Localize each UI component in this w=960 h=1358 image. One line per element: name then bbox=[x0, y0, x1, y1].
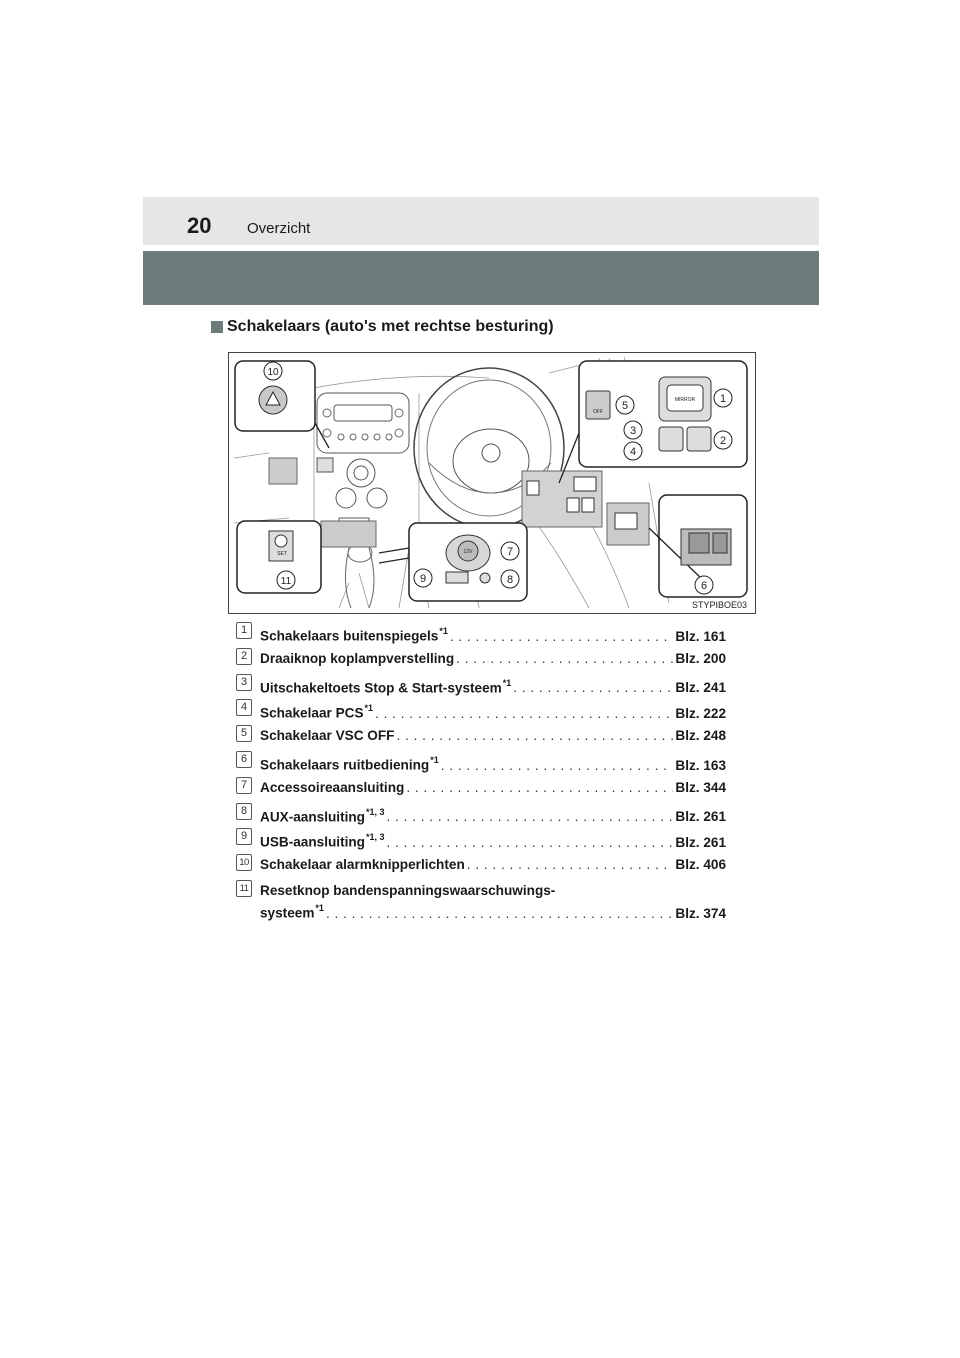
item-number-badge: 3 bbox=[236, 674, 252, 691]
page-link[interactable]: Blz. 161 bbox=[675, 628, 726, 644]
item-label: USB-aansluiting$^{*1, 3}$ bbox=[260, 832, 385, 850]
dashboard-illustration bbox=[228, 352, 756, 614]
item-number-badge: 8 bbox=[236, 803, 252, 820]
item-label: Schakelaar VSC OFF bbox=[260, 728, 395, 744]
page-link[interactable]: Blz. 163 bbox=[675, 757, 726, 773]
dashboard-drawing bbox=[229, 353, 755, 613]
item-number-badge: 10 bbox=[236, 854, 252, 871]
list-item bbox=[236, 828, 726, 854]
item-number-badge: 6 bbox=[236, 751, 252, 768]
item-label-continued: systeem$^{*1}$ bbox=[260, 902, 324, 921]
callout-8: 8 bbox=[506, 574, 514, 586]
item-label: Schakelaars buitenspiegels$^{*1}$ bbox=[260, 626, 448, 644]
item-label: Schakelaar alarmknipperlichten bbox=[260, 857, 465, 873]
list-item bbox=[236, 699, 726, 725]
item-number-badge: 9 bbox=[236, 828, 252, 845]
mirror-label: MIRROR bbox=[674, 397, 696, 403]
item-label: Schakelaar PCS$^{*1}$ bbox=[260, 703, 374, 721]
item-label: Schakelaars ruitbediening$^{*1}$ bbox=[260, 754, 439, 773]
item-number-badge: 5 bbox=[236, 725, 252, 742]
callout-7: 7 bbox=[506, 546, 514, 558]
subsection-marker bbox=[211, 321, 223, 333]
page-number: 20 bbox=[187, 213, 212, 238]
page-link[interactable]: Blz. 248 bbox=[675, 728, 726, 744]
item-label: AUX-aansluiting$^{*1, 3}$ bbox=[260, 806, 385, 825]
page-link[interactable]: Blz. 261 bbox=[675, 809, 726, 825]
callout-5: 5 bbox=[621, 400, 629, 412]
page-link[interactable]: Blz. 344 bbox=[675, 779, 726, 795]
section-title: Overzicht bbox=[247, 220, 311, 237]
list-item bbox=[236, 674, 726, 700]
item-label: Resetknop bandenspanningswaarschuwings- bbox=[260, 882, 556, 898]
page-link[interactable]: Blz. 241 bbox=[675, 680, 726, 696]
figure-code: STYPIBOE03 bbox=[691, 600, 747, 610]
list-item bbox=[236, 725, 726, 751]
title-band bbox=[143, 251, 819, 305]
list-item bbox=[236, 648, 726, 674]
callout-9: 9 bbox=[419, 573, 427, 585]
callout-6: 6 bbox=[700, 580, 708, 592]
item-label: Uitschakeltoets Stop & Start-systeem$^{*1}$ bbox=[260, 677, 512, 696]
callout-3: 3 bbox=[629, 425, 637, 437]
item-number-badge: 1 bbox=[236, 622, 252, 639]
callout-1: 1 bbox=[719, 393, 727, 405]
list-item bbox=[236, 777, 726, 803]
list-item bbox=[236, 880, 726, 924]
legend-list bbox=[236, 622, 726, 924]
item-label: Accessoireaansluiting bbox=[260, 779, 405, 795]
callout-11: 11 bbox=[280, 576, 292, 587]
item-number-badge: 11 bbox=[236, 880, 252, 897]
list-item bbox=[236, 622, 726, 648]
list-item bbox=[236, 803, 726, 829]
subsection-title: Schakelaars (auto's met rechtse besturing) bbox=[227, 318, 554, 335]
item-number-badge: 7 bbox=[236, 777, 252, 794]
page-link[interactable]: Blz. 222 bbox=[675, 705, 726, 721]
item-label: Draaiknop koplampverstelling bbox=[260, 650, 455, 666]
item-number-badge: 4 bbox=[236, 699, 252, 716]
list-item bbox=[236, 854, 726, 880]
socket-12v-label: 12V bbox=[463, 549, 473, 555]
page-link[interactable]: Blz. 406 bbox=[675, 857, 726, 873]
list-item bbox=[236, 751, 726, 777]
item-number-badge: 2 bbox=[236, 648, 252, 665]
header-band bbox=[143, 197, 819, 245]
callout-4: 4 bbox=[629, 446, 637, 458]
page-link[interactable]: Blz. 200 bbox=[675, 650, 726, 666]
callout-10: 10 bbox=[267, 367, 279, 378]
vsc-off-label: OFF bbox=[593, 409, 603, 415]
page-link[interactable]: Blz. 261 bbox=[675, 834, 726, 850]
page-link[interactable]: Blz. 374 bbox=[675, 905, 726, 921]
tpws-set-label: SET bbox=[277, 551, 287, 557]
callout-2: 2 bbox=[719, 435, 727, 447]
